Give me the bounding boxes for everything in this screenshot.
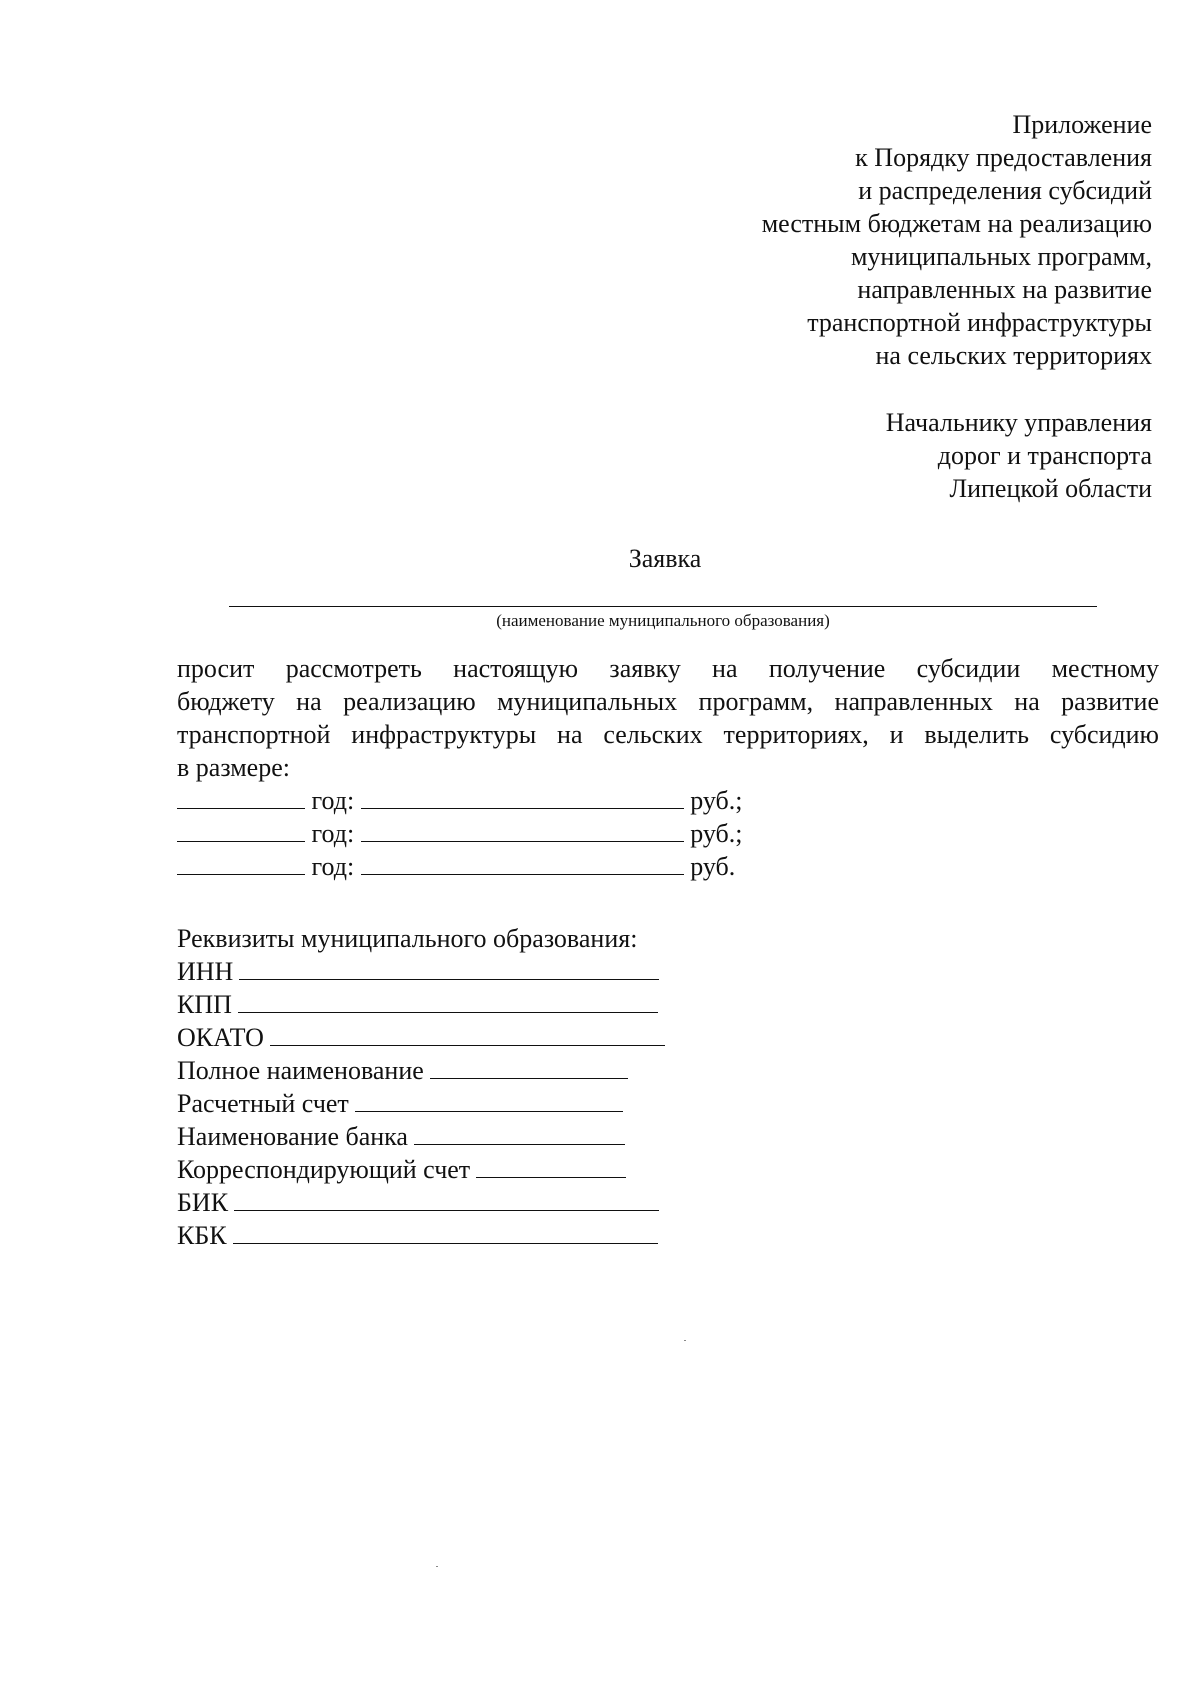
year-field[interactable] [177,819,305,842]
requisite-label: Расчетный счет [177,1089,349,1118]
kbk-field[interactable] [233,1221,658,1244]
requisites-heading: Реквизиты муниципального образования: [177,924,638,953]
year-label: год: [311,852,355,881]
requisite-row-inn [177,955,665,988]
requisite-row-full-name [177,1054,665,1087]
municipality-name-caption: (наименование муниципального образования) [496,611,830,630]
body-line: в размере: [177,753,290,782]
body-line: просит рассмотреть настоящую заявку на получение субсидии местному [177,654,1159,683]
requisite-row-bank [177,1120,665,1153]
okato-field[interactable] [270,1023,665,1046]
requisite-label: КПП [177,990,232,1019]
requisite-row-okato [177,1021,665,1054]
addressee-block [632,406,1152,505]
requisite-label: БИК [177,1188,229,1217]
currency-suffix: руб. [690,852,736,881]
document-title: Заявка [628,544,702,573]
appendix-line: на сельских территориях [875,341,1152,370]
year-label: год: [311,786,355,815]
appendix-line: муниципальных программ, [850,242,1152,271]
scan-speck [684,1340,686,1341]
requisite-label: ИНН [177,957,234,986]
requisite-row-kpp [177,988,665,1021]
requisite-row-account [177,1087,665,1120]
requisite-label: Корреспондирующий счет [177,1155,471,1184]
currency-suffix: руб.; [690,819,743,848]
inn-field[interactable] [239,957,659,980]
request-body [177,652,1159,784]
addressee-line: Липецкой области [949,474,1152,503]
amount-field[interactable] [361,786,684,809]
requisites-block [177,922,665,1252]
scan-speck [436,1566,438,1567]
requisite-row-corr-account [177,1153,665,1186]
full-name-field[interactable] [430,1056,628,1079]
requisite-label: Полное наименование [177,1056,424,1085]
year-field[interactable] [177,852,305,875]
amount-field[interactable] [361,819,684,842]
bank-name-field[interactable] [414,1122,625,1145]
body-line: бюджету на реализацию муниципальных программ, направленных на развитие [177,687,1159,716]
appendix-line: Приложение [1012,110,1152,139]
requisite-row-kbk [177,1219,665,1252]
currency-suffix: руб.; [690,786,743,815]
body-line: транспортной инфраструктуры на сельских территориях, и выделить субсидию [177,720,1159,749]
account-field[interactable] [355,1089,623,1112]
kpp-field[interactable] [238,990,658,1013]
appendix-line: транспортной инфраструктуры [807,308,1152,337]
addressee-line: дорог и транспорта [937,441,1152,470]
appendix-line: к Порядку предоставления [855,143,1152,172]
subsidy-year-row [177,850,735,883]
appendix-line: местным бюджетам на реализацию [761,209,1152,238]
requisite-label: КБК [177,1221,227,1250]
subsidy-year-row [177,817,743,850]
requisite-row-bik [177,1186,665,1219]
requisite-label: Наименование банка [177,1122,408,1151]
appendix-block [632,108,1152,372]
corr-account-field[interactable] [476,1155,626,1178]
appendix-line: направленных на развитие [857,275,1152,304]
amount-field[interactable] [361,852,684,875]
addressee-line: Начальнику управления [885,408,1152,437]
bik-field[interactable] [234,1188,659,1211]
municipality-name-field[interactable] [229,606,1097,607]
appendix-line: и распределения субсидий [858,176,1152,205]
requisite-label: ОКАТО [177,1023,264,1052]
year-field[interactable] [177,786,305,809]
subsidy-year-row [177,784,743,817]
year-label: год: [311,819,355,848]
